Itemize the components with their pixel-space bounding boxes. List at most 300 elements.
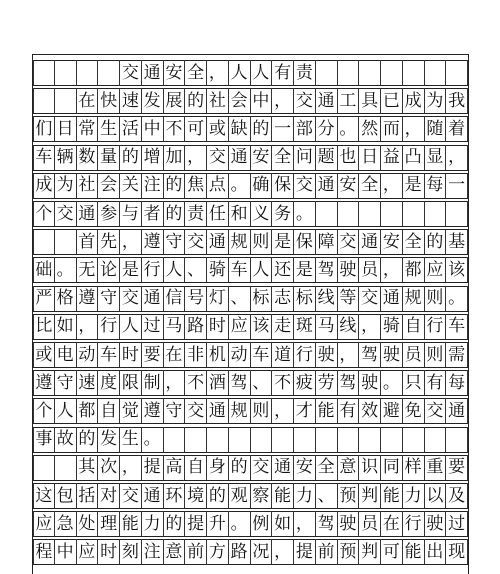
grid-cell: 益 [381, 145, 403, 171]
grid-cell: 升 [207, 511, 229, 537]
grid-cell: 线 [338, 314, 360, 340]
essay-text-line [33, 483, 468, 509]
grid-cell: 号 [185, 286, 207, 312]
grid-cell: 要 [142, 342, 164, 368]
grid-cell: 守 [55, 370, 77, 396]
grid-cell: 个 [33, 201, 55, 227]
grid-cell: 等 [338, 286, 360, 312]
row-bottom-rule [33, 423, 468, 424]
grid-cell: 通 [229, 145, 251, 171]
row-bottom-rule [33, 339, 468, 340]
grid-cell [55, 60, 77, 86]
grid-cell: 交 [55, 201, 77, 227]
grid-cell: 交 [207, 145, 229, 171]
grid-cell: 急 [55, 511, 77, 537]
grid-cell: 才 [294, 398, 316, 424]
grid-cell: 每 [446, 370, 468, 396]
grid-cell: 行 [98, 314, 120, 340]
grid-cell: 有 [272, 60, 294, 86]
row-bottom-rule [33, 282, 468, 283]
grid-cell [425, 60, 447, 86]
grid-cell: 电 [55, 342, 77, 368]
essay-text-line [33, 116, 468, 142]
grid-cell: 全 [272, 145, 294, 171]
grid-row [33, 173, 468, 199]
grid-cell: 对 [98, 483, 120, 509]
row-bottom-rule [33, 226, 468, 227]
grid-cell: 安 [251, 145, 273, 171]
grid-cell: 也 [338, 145, 360, 171]
grid-row [33, 314, 468, 340]
essay-text-line [33, 145, 468, 171]
grid-cell: 则 [251, 398, 273, 424]
grid-cell: 可 [381, 539, 403, 565]
grid-cell: 守 [98, 286, 120, 312]
grid-cell [185, 427, 207, 453]
grid-cell: 判 [359, 539, 381, 565]
grid-cell: 限 [120, 370, 142, 396]
grid-cell: 焦 [185, 173, 207, 199]
grid-cell: 在 [77, 88, 99, 114]
row-bottom-rule [33, 141, 468, 142]
grid-cell: 辆 [55, 145, 77, 171]
grid-cell: 的 [77, 427, 99, 453]
grid-cell: 酒 [207, 370, 229, 396]
grid-cell: ， [185, 145, 207, 171]
grid-cell [425, 427, 447, 453]
row-bottom-rule [33, 85, 468, 86]
grid-cell [33, 229, 55, 255]
grid-cell: 效 [359, 398, 381, 424]
grid-cell: 为 [425, 88, 447, 114]
grid-cell: 意 [338, 455, 360, 481]
grid-cell: 的 [251, 116, 273, 142]
grid-cell: 还 [272, 257, 294, 283]
grid-cell: ， [272, 539, 294, 565]
grid-cell: ， [403, 116, 425, 142]
grid-cell: 无 [77, 257, 99, 283]
grid-cell: 标 [251, 286, 273, 312]
grid-cell: 行 [142, 257, 164, 283]
grid-cell: ， [207, 60, 229, 86]
grid-cell: 的 [164, 173, 186, 199]
grid-cell: 前 [316, 539, 338, 565]
grid-cell [338, 60, 360, 86]
grid-cell: 与 [120, 201, 142, 227]
grid-cell: ， [294, 511, 316, 537]
grid-cell: 全 [403, 229, 425, 255]
grid-cell [446, 201, 468, 227]
grid-cell: 应 [229, 314, 251, 340]
grid-cell: 力 [403, 483, 425, 509]
grid-cell: 应 [425, 257, 447, 283]
grid-cell: 先 [98, 229, 120, 255]
grid-cell: 通 [272, 455, 294, 481]
grid-cell: 中 [251, 88, 273, 114]
grid-cell: 重 [425, 455, 447, 481]
grid-cell: 提 [142, 455, 164, 481]
grid-cell: 交 [425, 398, 447, 424]
row-bottom-rule [33, 170, 468, 171]
grid-cell [403, 60, 425, 86]
grid-cell: 每 [425, 173, 447, 199]
grid-cell: 不 [164, 116, 186, 142]
grid-cell [381, 60, 403, 86]
grid-cell: 全 [316, 455, 338, 481]
grid-cell [446, 60, 468, 86]
grid-cell: 任 [207, 201, 229, 227]
grid-cell: 遵 [33, 370, 55, 396]
essay-text-line [33, 88, 468, 114]
grid-cell: 中 [142, 116, 164, 142]
grid-cell [381, 201, 403, 227]
grid-cell: 则 [425, 342, 447, 368]
grid-cell: 劳 [316, 370, 338, 396]
grid-cell: 驶 [381, 342, 403, 368]
grid-cell [403, 201, 425, 227]
grid-cell: ， [381, 257, 403, 283]
grid-cell: 能 [403, 539, 425, 565]
grid-cell: 事 [33, 427, 55, 453]
grid-cell: 会 [98, 173, 120, 199]
grid-cell: 交 [294, 173, 316, 199]
grid-cell [55, 229, 77, 255]
grid-cell [55, 88, 77, 114]
grid-cell: 时 [207, 314, 229, 340]
grid-cell: 如 [272, 511, 294, 537]
grid-cell: 个 [33, 398, 55, 424]
grid-cell: 会 [229, 88, 251, 114]
grid-row [33, 342, 468, 368]
grid-cell: 方 [207, 539, 229, 565]
grid-row [33, 257, 468, 283]
grid-cell [316, 201, 338, 227]
grid-cell: 车 [33, 145, 55, 171]
grid-cell: 社 [207, 88, 229, 114]
grid-row [33, 539, 468, 565]
grid-cell: 处 [77, 511, 99, 537]
grid-cell: 。 [338, 116, 360, 142]
grid-cell: 骑 [381, 314, 403, 340]
grid-cell: 的 [164, 201, 186, 227]
grid-cell: 马 [316, 314, 338, 340]
grid-cell: 一 [272, 116, 294, 142]
grid-cell: 交 [185, 229, 207, 255]
grid-cell: 发 [98, 427, 120, 453]
grid-cell: 是 [294, 257, 316, 283]
grid-cell: 驾 [229, 370, 251, 396]
grid-cell: 分 [316, 116, 338, 142]
grid-cell: 驾 [338, 370, 360, 396]
grid-cell: 线 [316, 286, 338, 312]
grid-cell: 已 [381, 88, 403, 114]
grid-cell: 守 [164, 229, 186, 255]
grid-cell: 为 [55, 173, 77, 199]
grid-cell: 在 [164, 342, 186, 368]
grid-cell: 预 [338, 539, 360, 565]
grid-cell: 驾 [316, 257, 338, 283]
grid-cell: 常 [77, 116, 99, 142]
grid-cell: 责 [294, 60, 316, 86]
grid-cell: 该 [251, 314, 273, 340]
grid-cell: 通 [381, 286, 403, 312]
grid-cell: 的 [425, 229, 447, 255]
grid-cell: 都 [77, 398, 99, 424]
grid-cell: 前 [185, 539, 207, 565]
grid-cell: 员 [359, 511, 381, 537]
grid-row [33, 88, 468, 114]
grid-cell: 交 [120, 286, 142, 312]
grid-cell: 需 [446, 342, 468, 368]
grid-cell: 通 [207, 398, 229, 424]
grid-cell [425, 201, 447, 227]
grid-cell: 通 [316, 173, 338, 199]
grid-cell: 能 [272, 483, 294, 509]
grid-cell: ， [381, 173, 403, 199]
grid-cell: 非 [185, 342, 207, 368]
grid-cell: 识 [359, 455, 381, 481]
grid-cell [33, 60, 55, 86]
grid-cell: 责 [185, 201, 207, 227]
grid-cell: 斑 [294, 314, 316, 340]
grid-cell: 则 [425, 286, 447, 312]
grid-row [33, 511, 468, 537]
grid-cell: 要 [446, 455, 468, 481]
grid-cell [359, 60, 381, 86]
grid-cell: 能 [120, 511, 142, 537]
grid-cell: 现 [446, 539, 468, 565]
grid-cell [359, 201, 381, 227]
grid-cell: 通 [142, 286, 164, 312]
grid-cell: 通 [77, 201, 99, 227]
grid-cell: 、 [251, 370, 273, 396]
grid-cell: 规 [229, 398, 251, 424]
grid-cell: 部 [294, 116, 316, 142]
grid-cell: 人 [164, 257, 186, 283]
grid-cell: 然 [359, 116, 381, 142]
grid-cell: 行 [294, 342, 316, 368]
grid-cell [316, 427, 338, 453]
grid-cell: 保 [272, 173, 294, 199]
grid-cell: 。 [446, 286, 468, 312]
grid-cell: 制 [142, 370, 164, 396]
grid-cell: 理 [98, 511, 120, 537]
grid-cell: 标 [294, 286, 316, 312]
grid-cell: 社 [77, 173, 99, 199]
grid-cell: 们 [33, 116, 55, 142]
grid-cell: 次 [98, 455, 120, 481]
grid-cell: 括 [77, 483, 99, 509]
grid-cell: 活 [120, 116, 142, 142]
grid-cell: 应 [77, 539, 99, 565]
grid-cell: 驶 [425, 511, 447, 537]
grid-cell: 动 [77, 342, 99, 368]
grid-cell: 同 [381, 455, 403, 481]
grid-top-border [32, 54, 469, 55]
grid-cell: 人 [251, 60, 273, 86]
grid-cell: 交 [359, 286, 381, 312]
grid-cell: 灯 [207, 286, 229, 312]
grid-cell: 基 [446, 229, 468, 255]
grid-cell: ， [120, 229, 142, 255]
essay-title-line [33, 60, 468, 86]
grid-cell: 遵 [77, 286, 99, 312]
grid-cell: 具 [359, 88, 381, 114]
grid-cell: 首 [77, 229, 99, 255]
grid-row [33, 201, 468, 227]
grid-cell [229, 427, 251, 453]
row-bottom-rule [33, 198, 468, 199]
grid-cell: 应 [33, 511, 55, 537]
grid-cell: 程 [33, 539, 55, 565]
essay-text-line [33, 201, 468, 227]
grid-cell: 动 [229, 342, 251, 368]
grid-cell: 随 [425, 116, 447, 142]
grid-cell: 增 [142, 145, 164, 171]
grid-cell: 及 [446, 483, 468, 509]
grid-cell: 交 [338, 229, 360, 255]
grid-cell: 交 [294, 88, 316, 114]
grid-cell: 通 [316, 88, 338, 114]
grid-cell: 者 [142, 201, 164, 227]
grid-cell: 和 [229, 201, 251, 227]
grid-cell [207, 427, 229, 453]
row-bottom-rule [33, 508, 468, 509]
grid-row [33, 116, 468, 142]
grid-cell: 交 [251, 455, 273, 481]
grid-cell: 快 [98, 88, 120, 114]
grid-cell: 显 [425, 145, 447, 171]
grid-cell: 员 [359, 257, 381, 283]
row-bottom-rule [33, 536, 468, 537]
grid-cell: 。 [294, 201, 316, 227]
grid-cell: 通 [446, 398, 468, 424]
grid-cell: 生 [120, 427, 142, 453]
grid-cell: 一 [446, 173, 468, 199]
grid-cell: 道 [272, 342, 294, 368]
grid-cell [403, 427, 425, 453]
grid-cell: 驶 [316, 342, 338, 368]
grid-cell: 是 [403, 173, 425, 199]
essay-text-line [33, 455, 468, 481]
grid-cell: 在 [381, 511, 403, 537]
grid-cell: 日 [55, 116, 77, 142]
grid-cell [446, 427, 468, 453]
grid-cell: 境 [185, 483, 207, 509]
row-bottom-rule [33, 311, 468, 312]
grid-cell: 守 [164, 398, 186, 424]
grid-cell: 路 [229, 539, 251, 565]
grid-cell: 行 [403, 511, 425, 537]
row-bottom-rule [33, 452, 468, 453]
grid-cell: ， [272, 398, 294, 424]
grid-cell: 全 [185, 60, 207, 86]
grid-cell: 车 [446, 314, 468, 340]
grid-row [33, 145, 468, 171]
grid-cell: 提 [294, 539, 316, 565]
grid-cell: 量 [98, 145, 120, 171]
grid-cell [77, 60, 99, 86]
grid-cell: ， [338, 342, 360, 368]
grid-cell: 有 [425, 370, 447, 396]
grid-cell: 着 [446, 116, 468, 142]
row-bottom-rule [33, 254, 468, 255]
grid-cell: 过 [446, 511, 468, 537]
grid-cell: 通 [142, 60, 164, 86]
grid-cell: 驶 [359, 370, 381, 396]
grid-cell: 以 [425, 483, 447, 509]
grid-cell: 不 [185, 370, 207, 396]
grid-cell: 参 [98, 201, 120, 227]
grid-cell: 。 [55, 257, 77, 283]
essay-text-line [33, 314, 468, 340]
grid-cell: 论 [98, 257, 120, 283]
grid-cell: 则 [251, 229, 273, 255]
grid-cell: 路 [185, 314, 207, 340]
grid-cell: 凸 [403, 145, 425, 171]
grid-cell: 高 [164, 455, 186, 481]
grid-cell [359, 427, 381, 453]
grid-cell: 义 [251, 201, 273, 227]
grid-row [33, 455, 468, 481]
grid-cell [33, 88, 55, 114]
grid-cell: 车 [98, 342, 120, 368]
grid-cell: 关 [120, 173, 142, 199]
grid-cell: 格 [55, 286, 77, 312]
grid-cell: ， [77, 314, 99, 340]
grid-cell: 。 [229, 511, 251, 537]
grid-cell: 能 [381, 483, 403, 509]
grid-cell: 成 [33, 173, 55, 199]
grid-cell: 自 [403, 314, 425, 340]
grid-cell: 数 [77, 145, 99, 171]
grid-cell: 是 [272, 229, 294, 255]
grid-cell: 规 [229, 229, 251, 255]
grid-cell: 包 [55, 483, 77, 509]
grid-row [33, 398, 468, 424]
grid-cell: 遵 [142, 229, 164, 255]
grid-cell: 人 [229, 60, 251, 86]
grid-cell: 中 [55, 539, 77, 565]
grid-cell: 避 [381, 398, 403, 424]
grid-cell: 力 [294, 483, 316, 509]
grid-cell: 生 [98, 116, 120, 142]
grid-cell: 如 [55, 314, 77, 340]
grid-cell: 缺 [229, 116, 251, 142]
grid-cell: ， [120, 455, 142, 481]
row-bottom-rule [33, 395, 468, 396]
essay-text-line [33, 398, 468, 424]
grid-row [33, 60, 468, 86]
grid-cell: ， [164, 370, 186, 396]
grid-cell [381, 427, 403, 453]
grid-cell: 该 [446, 257, 468, 283]
grid-cell: 可 [185, 116, 207, 142]
grid-cell: 刻 [120, 539, 142, 565]
grid-cell: 况 [251, 539, 273, 565]
grid-cell: 务 [272, 201, 294, 227]
grid-cell: 础 [33, 257, 55, 283]
grid-row [33, 427, 468, 453]
essay-text-line [33, 342, 468, 368]
grid-cell: 驶 [338, 257, 360, 283]
essay-text-line [33, 370, 468, 396]
grid-cell: 判 [359, 483, 381, 509]
grid-cell: 成 [403, 88, 425, 114]
grid-cell: 。 [142, 427, 164, 453]
grid-cell: 是 [120, 257, 142, 283]
grid-cell [55, 455, 77, 481]
